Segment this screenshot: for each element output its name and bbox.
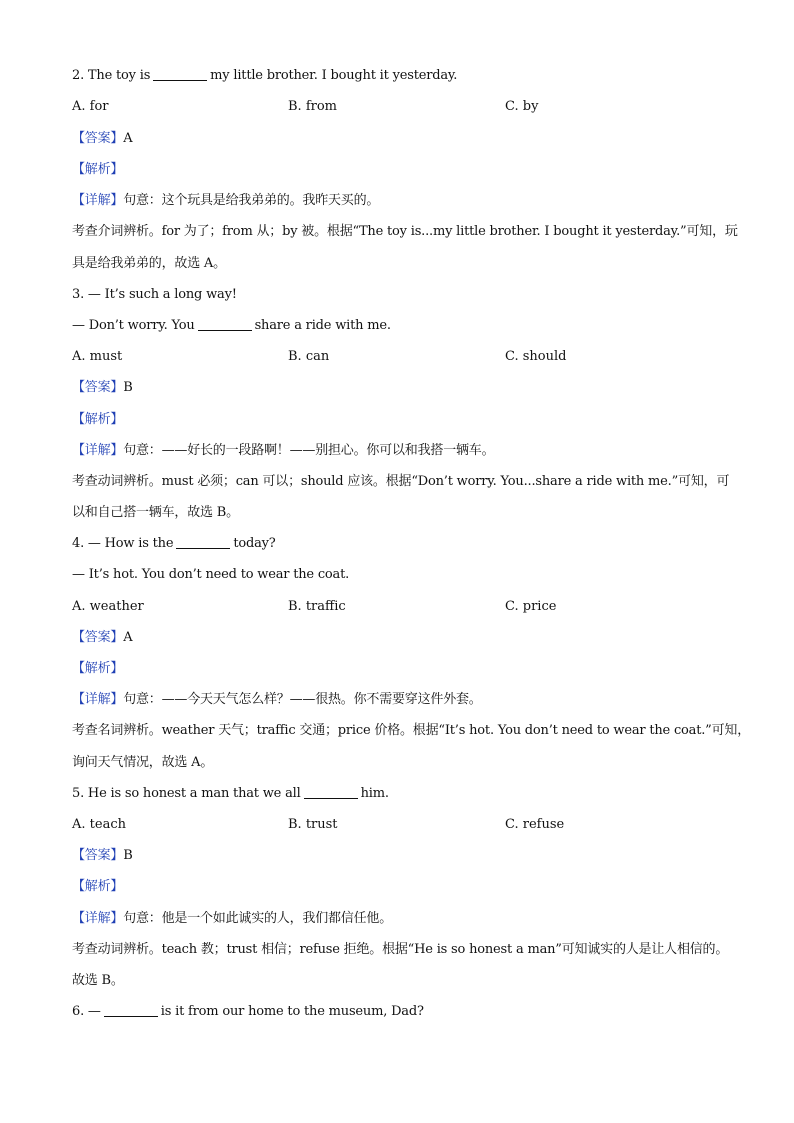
q6-stem	[72, 1003, 424, 1021]
q2-explain-1: 考查介词辨析。for 为了；from 从；by 被。根据“The toy is...my little brother. I bought it yesterday.”可知，玩	[72, 224, 738, 239]
q3-explain-2: 以和自己搭一辆车，故选 B。	[72, 505, 239, 520]
q4-explain-2: 询问天气情况，故选 A。	[72, 755, 214, 770]
q2-detail-tag: 【详解】	[72, 193, 124, 208]
q3-option-b: B. can	[288, 349, 330, 364]
q5-stem	[72, 785, 389, 803]
q4-detail-text: 句意：——今天天气怎么样？——很热。你不需要穿这件外套。	[123, 692, 482, 707]
q5-stem-pre: 5. He is so honest a man that we all	[72, 786, 301, 801]
q3-option-a: A. must	[72, 349, 123, 364]
q5-detail	[72, 910, 392, 928]
q4-answer	[72, 629, 132, 647]
q4-option-a: A. weather	[72, 599, 144, 614]
q5-blank	[304, 786, 358, 799]
q3-explain-1: 考查动词辨析。must 必须；can 可以；should 应该。根据“Don’t worry. You...share a ride with me.”可知，可	[72, 474, 730, 489]
q3-analysis-tag: 【解析】	[72, 412, 124, 427]
q4-detail	[72, 691, 482, 709]
q4-stem-1-pre: 4. — How is the	[72, 536, 174, 551]
q3-stem-2-pre: — Don’t worry. You	[72, 318, 195, 333]
q4-detail-tag: 【详解】	[72, 692, 124, 707]
q5-answer	[72, 847, 133, 865]
q5-analysis-tag: 【解析】	[72, 879, 124, 894]
q5-option-c: C. refuse	[505, 817, 565, 832]
q2-detail-text: 句意：这个玩具是给我弟弟的。我昨天买的。	[123, 193, 380, 208]
q5-explain-1: 考查动词辨析。teach 教；trust 相信；refuse 拒绝。根据“He is so honest a man”可知诚实的人是让人相信的。	[72, 942, 729, 957]
q5-option-a: A. teach	[72, 817, 126, 832]
q5-detail-text: 句意：他是一个如此诚实的人，我们都信任他。	[123, 911, 393, 926]
q2-detail	[72, 192, 379, 210]
q2-stem-pre: 2. The toy is	[72, 68, 151, 83]
q2-option-b: B. from	[288, 99, 337, 114]
q6-blank	[104, 1004, 158, 1017]
q4-answer-tag: 【答案】	[72, 630, 124, 645]
q4-blank	[176, 536, 230, 549]
q2-answer-value: A	[123, 131, 133, 146]
q5-detail-tag: 【详解】	[72, 911, 124, 926]
q5-answer-value: B	[123, 848, 133, 863]
q4-stem-1-post: today?	[233, 536, 276, 551]
q4-analysis-tag: 【解析】	[72, 661, 124, 676]
q2-analysis-tag: 【解析】	[72, 162, 124, 177]
q2-option-a: A. for	[72, 99, 109, 114]
q6-stem-post: is it from our home to the museum, Dad?	[160, 1004, 424, 1019]
q3-stem-2-post: share a ride with me.	[254, 318, 391, 333]
q4-explain-1: 考查名词辨析。weather 天气；traffic 交通；price 价格。根据“It’s hot. You don’t need to wear the coat.”可知，	[72, 723, 751, 738]
q4-option-b: B. traffic	[288, 599, 346, 614]
q6-stem-pre: 6. —	[72, 1004, 101, 1019]
q2-answer-tag: 【答案】	[72, 131, 124, 146]
q2-explain-2: 具是给我弟弟的，故选 A。	[72, 256, 226, 271]
q3-detail	[72, 442, 494, 460]
q2-answer	[72, 130, 132, 148]
q3-answer-value: B	[123, 380, 133, 395]
q5-stem-post: him.	[360, 786, 389, 801]
q4-option-c: C. price	[505, 599, 557, 614]
q4-answer-value: A	[123, 630, 133, 645]
q3-detail-tag: 【详解】	[72, 443, 124, 458]
q2-option-c: C. by	[505, 99, 539, 114]
q5-explain-2: 故选 B。	[72, 973, 124, 988]
q3-stem-1: 3. — It’s such a long way!	[72, 287, 237, 302]
q2-stem-post: my little brother. I bought it yesterday.	[210, 68, 458, 83]
q3-answer-tag: 【答案】	[72, 380, 124, 395]
q3-answer	[72, 379, 133, 397]
q3-stem-2	[72, 317, 391, 335]
q3-detail-text: 句意：——好长的一段路啊！——别担心。你可以和我搭一辆车。	[123, 443, 495, 458]
q5-answer-tag: 【答案】	[72, 848, 124, 863]
q4-stem-1	[72, 535, 276, 553]
q2-blank	[153, 68, 207, 81]
q2-stem	[72, 67, 457, 85]
q3-blank	[198, 318, 252, 331]
q5-option-b: B. trust	[288, 817, 338, 832]
q3-option-c: C. should	[505, 349, 567, 364]
q4-stem-2: — It’s hot. You don’t need to wear the coat.	[72, 567, 350, 582]
